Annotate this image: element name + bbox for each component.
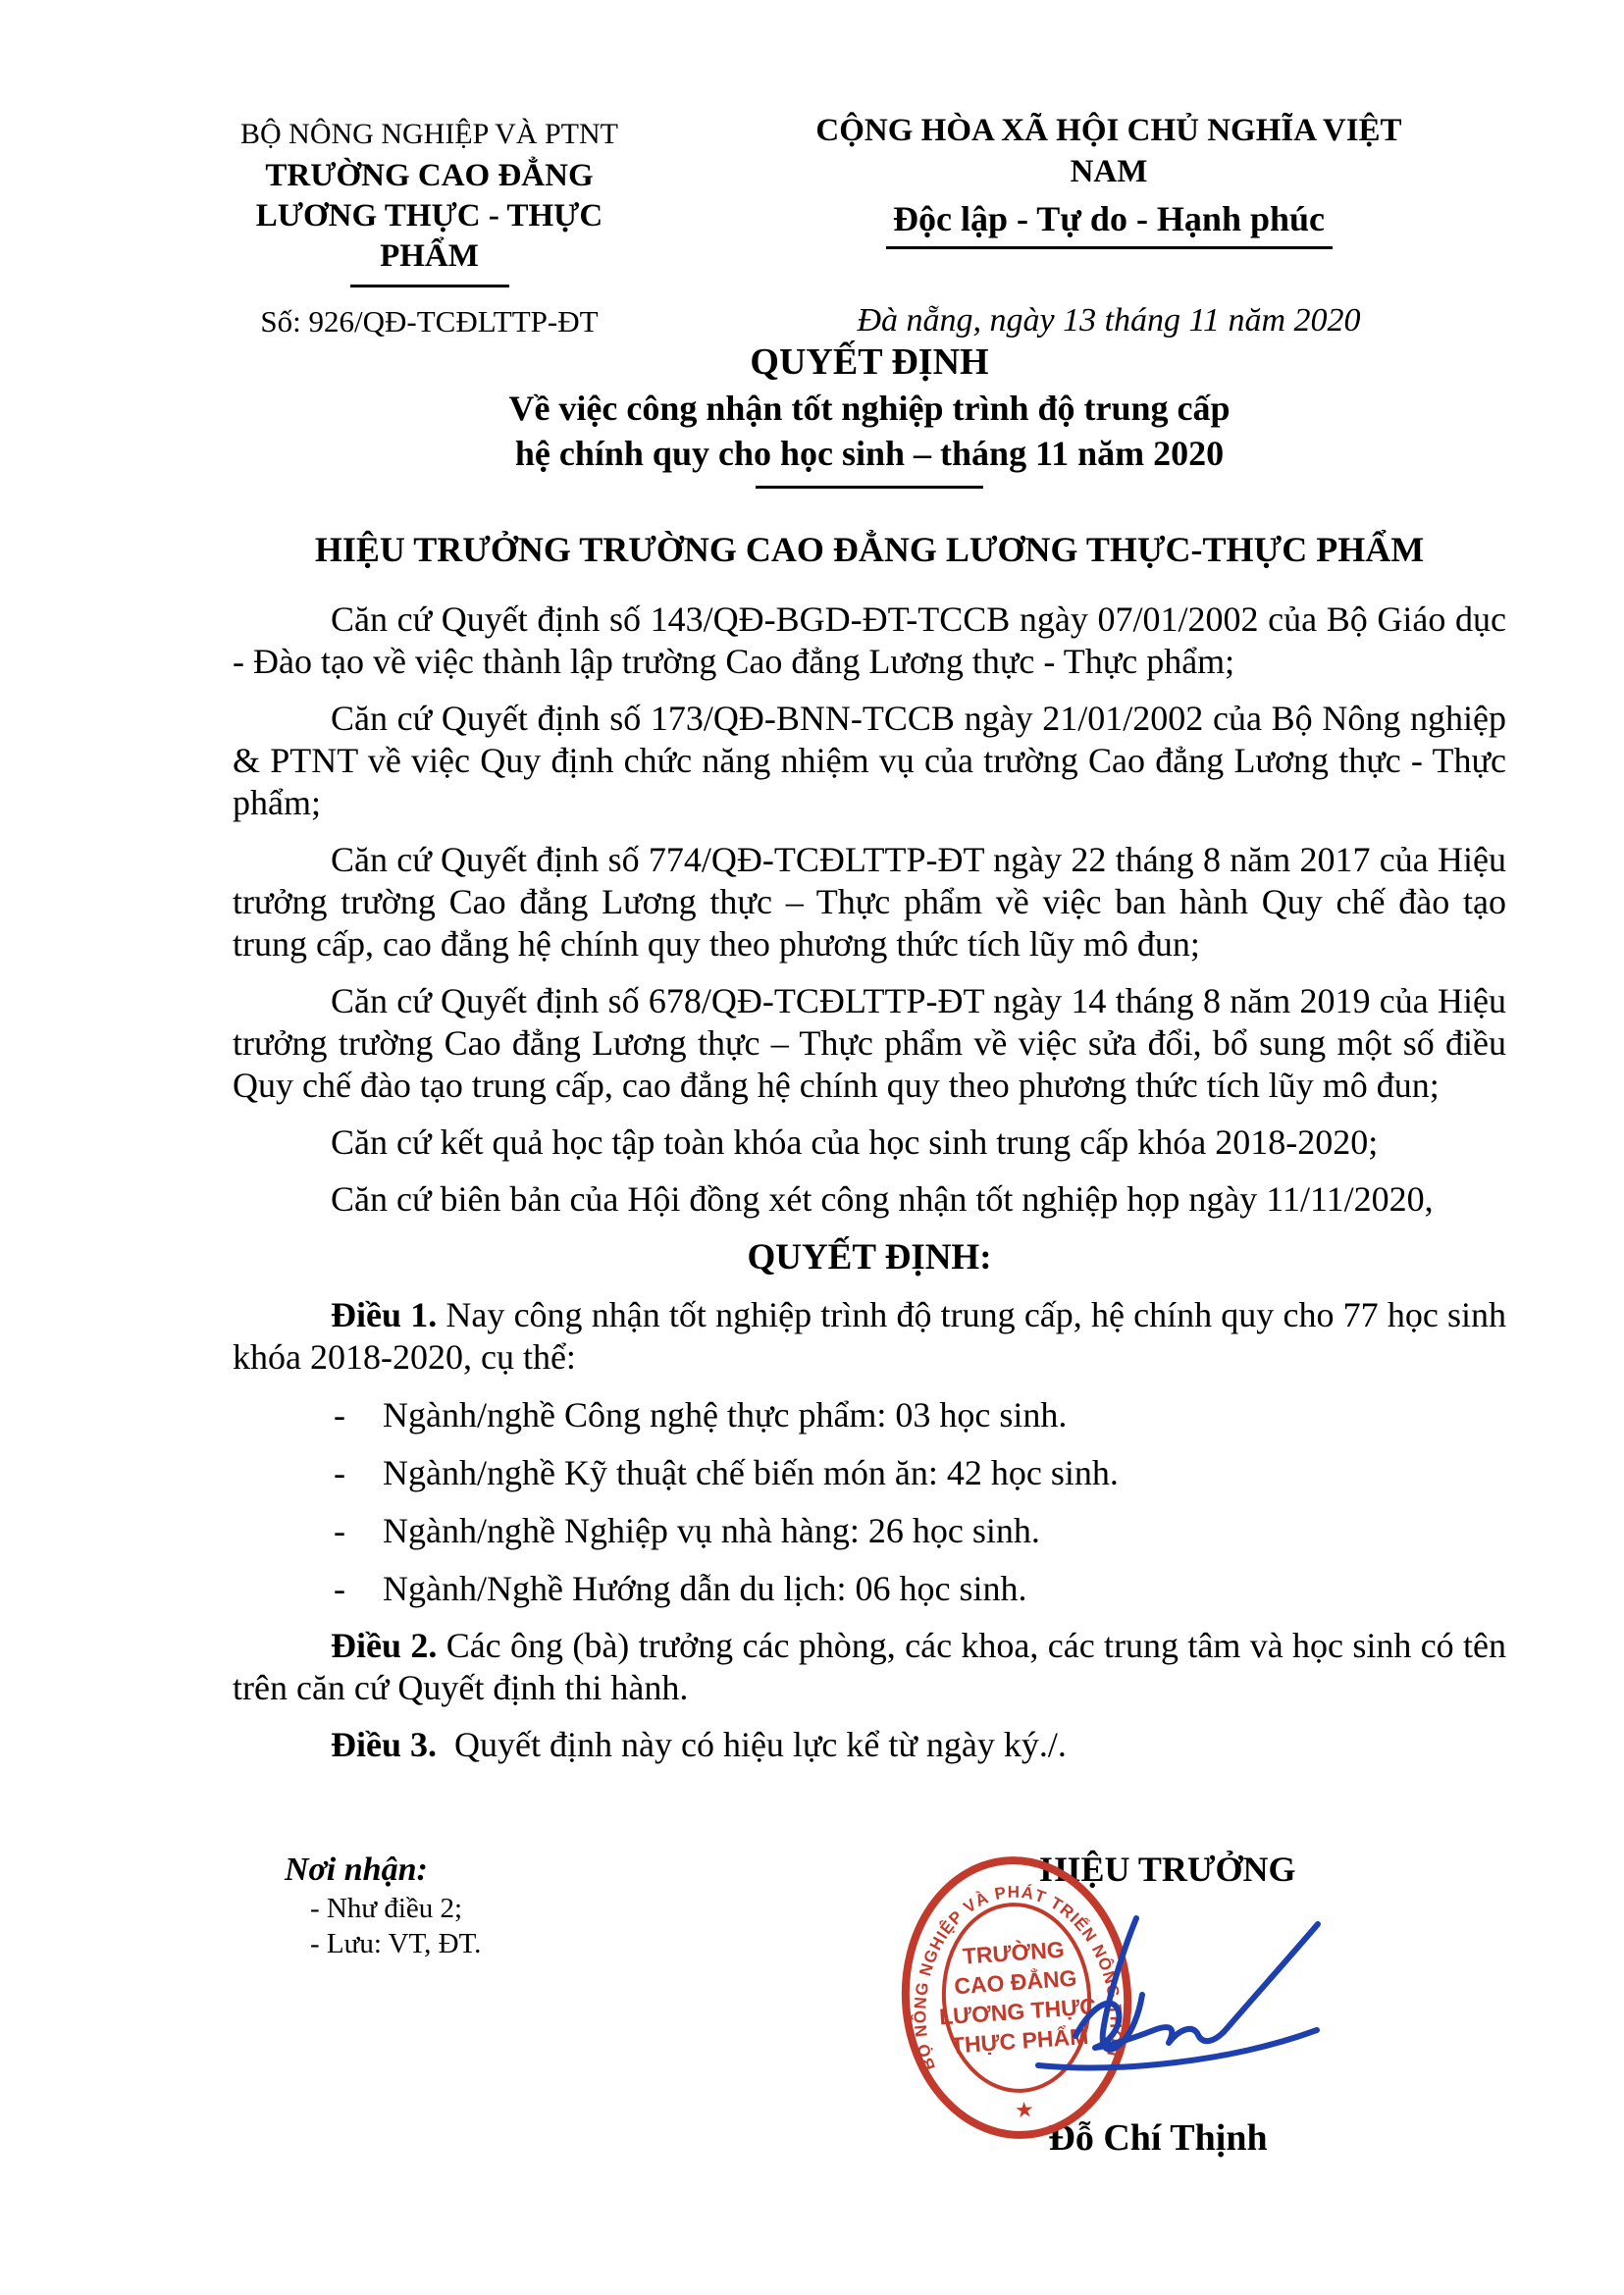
document-subtitle-line2: hệ chính quy cho học sinh – tháng 11 năm 2020	[514, 434, 1225, 473]
agency-underline	[350, 285, 509, 287]
signer-name: Đỗ Chí Thịnh	[1048, 2117, 1268, 2159]
stamp-ring-text: BỘ NÔNG NGHIỆP VÀ PHÁT TRIỂN NÔNG THÔN	[911, 1882, 1126, 2073]
article-3	[233, 1724, 1506, 1766]
list-item	[233, 1394, 1506, 1436]
major-item-text: Ngành/nghề Công nghệ thực phẩm: 03 học sinh.	[383, 1395, 1068, 1434]
article-2-label: Điều 2.	[331, 1626, 438, 1665]
list-bullet: -	[334, 1569, 345, 1608]
major-item-text: Ngành/Nghề Hướng dẫn du lịch: 06 học sinh.	[383, 1569, 1027, 1608]
stamp-center-line: TRƯỜNG	[962, 1936, 1066, 1969]
signer-position-title: HIỆU TRƯỞNG	[1039, 1850, 1296, 1889]
premise-paragraph: Căn cứ kết quả học tập toàn khóa của học sinh trung cấp khóa 2018-2020;	[331, 1122, 1379, 1162]
stamp-center-line: THỰC PHẨM	[950, 2023, 1090, 2059]
national-header-block	[775, 110, 1442, 341]
list-item	[233, 1510, 1506, 1552]
list-bullet: -	[334, 1453, 345, 1492]
article-3-text: Quyết định này có hiệu lực kể từ ngày ký./.	[454, 1725, 1067, 1764]
list-item	[233, 1452, 1506, 1494]
premise-paragraph: Căn cứ Quyết định số 143/QĐ-BGD-ĐT-TCCB ngày 07/01/2002 của Bộ Giáo dục - Đào tạo về việc thành lập trường Cao đẳng Lương thực - Thực phẩm;	[233, 600, 1506, 681]
motto-underline	[886, 246, 1333, 249]
article-3-label: Điều 3.	[331, 1725, 437, 1764]
recipient-item: - Như điều 2;	[310, 1893, 463, 1924]
stamp-star-icon: ★	[1014, 2097, 1035, 2123]
decision-heading: QUYẾT ĐỊNH:	[747, 1237, 992, 1278]
premise-paragraph: Căn cứ Quyết định số 774/QĐ-TCĐLTTP-ĐT ngày 22 tháng 8 năm 2017 của Hiệu trưởng trường Cao đẳng Lương thực – Thực phẩm về việc ban hành Quy chế đào tạo trung cấp, cao đẳng hệ chính quy theo phương thức tích lũy mô đun;	[233, 840, 1506, 964]
document-number: Số: 926/QĐ-TCĐLTTP-ĐT	[260, 304, 599, 339]
list-bullet: -	[334, 1395, 345, 1434]
title-underline	[756, 486, 983, 489]
list-item	[233, 1568, 1506, 1610]
country-title: CỘNG HÒA XÃ HỘI CHỦ NGHĨA VIỆT NAM	[815, 113, 1402, 189]
school-name-line1: TRƯỜNG CAO ĐẲNG	[265, 158, 594, 193]
recipients-title: Nơi nhận:	[285, 1852, 428, 1888]
place-date-line: Đà nẵng, ngày 13 tháng 11 năm 2020	[857, 302, 1361, 339]
major-item-text: Ngành/nghề Nghiệp vụ nhà hàng: 26 học sinh.	[383, 1511, 1040, 1550]
article-1-label: Điều 1.	[331, 1295, 438, 1334]
recipient-item: - Lưu: VT, ĐT.	[310, 1928, 482, 1959]
major-item-text: Ngành/nghề Kỹ thuật chế biến món ăn: 42 học sinh.	[383, 1453, 1119, 1492]
document-title: QUYẾT ĐỊNH	[750, 341, 989, 383]
stamp-center-line: LƯƠNG THỰC	[938, 1993, 1097, 2030]
article-2	[233, 1625, 1506, 1709]
ministry-name: BỘ NÔNG NGHIỆP VÀ PTNT	[239, 118, 618, 150]
document-body	[233, 339, 1506, 1766]
school-name-line2: LƯƠNG THỰC - THỰC PHẨM	[255, 198, 603, 274]
document-subtitle-line1: Về việc công nhận tốt nghiệp trình độ trung cấp	[508, 389, 1231, 428]
stamp-center-line: CAO ĐẲNG	[953, 1964, 1078, 2000]
premise-paragraph: Căn cứ Quyết định số 678/QĐ-TCĐLTTP-ĐT ngày 14 tháng 8 năm 2019 của Hiệu trưởng trường Cao đẳng Lương thực – Thực phẩm về việc sửa đổi, bổ sung một số điều Quy chế đào tạo trung cấp, cao đẳng hệ chính quy theo phương thức tích lũy mô đun;	[233, 981, 1506, 1105]
handwritten-signature	[1021, 1897, 1335, 2083]
issuing-agency-block	[236, 116, 623, 340]
authority-heading: HIỆU TRƯỞNG TRƯỜNG CAO ĐẲNG LƯƠNG THỰC-THỰC PHẨM	[314, 530, 1425, 569]
article-1	[233, 1294, 1506, 1379]
article-2-text: Các ông (bà) trưởng các phòng, các khoa, các trung tâm và học sinh có tên trên căn cứ Quyết định thi hành.	[233, 1626, 1506, 1707]
national-motto: Độc lập - Tự do - Hạnh phúc	[892, 199, 1326, 238]
premise-paragraph: Căn cứ biên bản của Hội đồng xét công nhận tốt nghiệp họp ngày 11/11/2020,	[331, 1179, 1434, 1219]
list-bullet: -	[334, 1511, 345, 1550]
article-1-text: Nay công nhận tốt nghiệp trình độ trung cấp, hệ chính quy cho 77 học sinh khóa 2018-2020, cụ thể:	[233, 1295, 1507, 1377]
premise-paragraph: Căn cứ Quyết định số 173/QĐ-BNN-TCCB ngày 21/01/2002 của Bộ Nông nghiệp & PTNT về việc Quy định chức năng nhiệm vụ của trường Cao đẳng Lương thực - Thực phẩm;	[233, 699, 1506, 822]
title-block	[233, 339, 1506, 489]
recipients-block	[285, 1850, 481, 1961]
